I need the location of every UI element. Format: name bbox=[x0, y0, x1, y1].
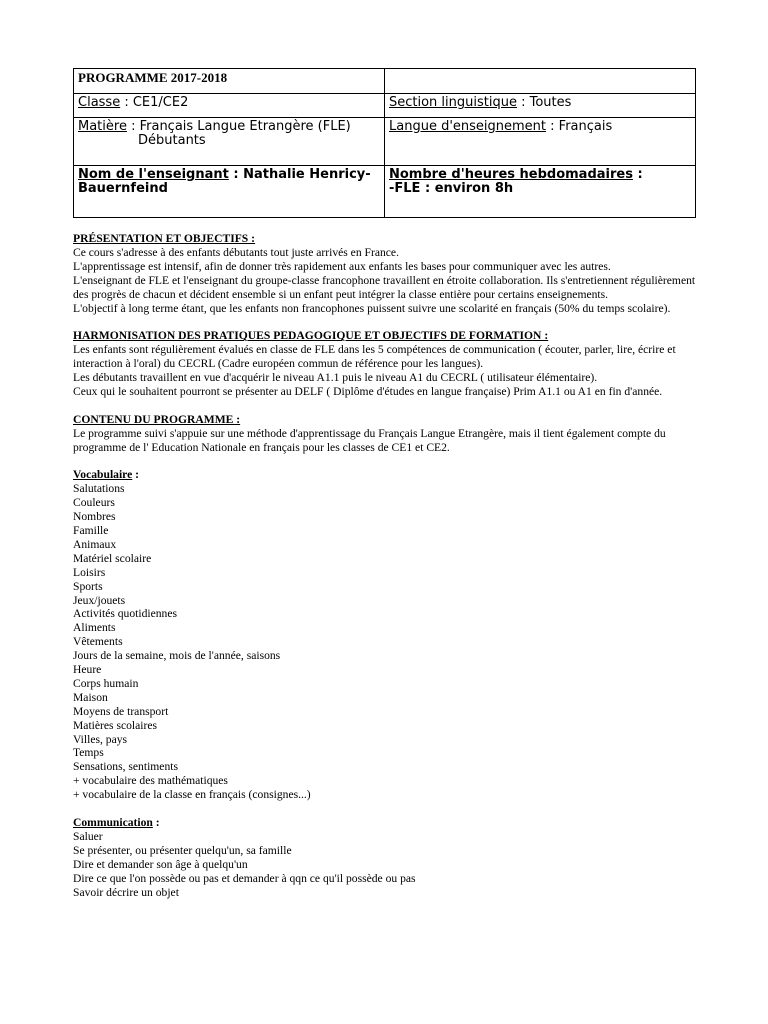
presentation-line: L'objectif à long terme étant, que les enfants non francophones puissent suivre une scolarité en français (50% du temps scolaire). bbox=[73, 301, 671, 315]
matiere-level: Débutants bbox=[138, 133, 206, 148]
matiere-label: Matière bbox=[78, 119, 127, 134]
section-label: Section linguistique bbox=[389, 95, 517, 110]
table-cell bbox=[385, 94, 696, 118]
table-cell bbox=[385, 118, 696, 166]
vocabulaire-item: Animaux bbox=[73, 537, 117, 551]
heures-value: -FLE : environ 8h bbox=[389, 181, 514, 196]
classe-value: : CE1/CE2 bbox=[120, 95, 189, 110]
vocabulaire-label: Vocabulaire bbox=[73, 468, 133, 482]
table-row bbox=[74, 94, 696, 118]
table-row bbox=[74, 69, 696, 94]
langue-value: : Français bbox=[546, 119, 613, 134]
vocabulaire-item: Maison bbox=[73, 690, 108, 704]
communication-item: Saluer bbox=[73, 829, 103, 843]
table-cell bbox=[385, 166, 696, 218]
vocabulaire-item: Loisirs bbox=[73, 565, 106, 579]
enseignant-label: Nom de l'enseignant bbox=[78, 167, 229, 182]
communication-label: Communication bbox=[73, 816, 153, 829]
presentation-heading: PRÉSENTATION ET OBJECTIFS : bbox=[73, 232, 256, 245]
harmonisation-heading: HARMONISATION DES PRATIQUES PEDAGOGIQUE ET OBJECTIFS DE FORMATION : bbox=[73, 329, 549, 343]
vocabulaire-item: Salutations bbox=[73, 482, 125, 496]
vocabulaire-item: Temps bbox=[73, 746, 104, 760]
communication-item: Dire et demander son âge à quelqu'un bbox=[73, 857, 248, 871]
table-cell bbox=[74, 69, 385, 94]
enseignant-value: : Nathalie Henricy-Bauernfeind bbox=[78, 167, 371, 196]
document-body bbox=[73, 232, 703, 899]
presentation-line: Ce cours s'adresse à des enfants débutants tout juste arrivés en France. bbox=[73, 245, 399, 259]
harmonisation-line: Les débutants travaillent en vue d'acquérir le niveau A1.1 puis le niveau A1 du CECRL ( utilisateur élémentaire). bbox=[73, 371, 598, 385]
vocabulaire-suffix: : bbox=[132, 468, 140, 482]
heures-colon: : bbox=[632, 167, 643, 182]
communication-suffix: : bbox=[152, 816, 160, 829]
vocabulaire-item: Moyens de transport bbox=[73, 704, 169, 718]
table-cell bbox=[74, 118, 385, 166]
contenu-heading: CONTENU DU PROGRAMME : bbox=[73, 412, 241, 426]
vocabulaire-item: Activités quotidiennes bbox=[73, 607, 178, 621]
communication-item: Dire ce que l'on possède ou pas et demander à qqn ce qu'il possède ou pas bbox=[73, 871, 416, 885]
vocabulaire-item: Vêtements bbox=[73, 635, 123, 649]
vocabulaire-item: Jeux/jouets bbox=[73, 593, 126, 607]
presentation-line: L'apprentissage est intensif, afin de donner très rapidement aux enfants les bases pour communiquer avec les autres. bbox=[73, 259, 611, 273]
communication-item: Se présenter, ou présenter quelqu'un, sa famille bbox=[73, 843, 292, 857]
communication-item: Savoir décrire un objet bbox=[73, 885, 179, 899]
table-row bbox=[74, 118, 696, 166]
table-cell bbox=[74, 166, 385, 218]
heures-label: Nombre d'heures hebdomadaires bbox=[389, 167, 633, 182]
vocabulaire-item: Sensations, sentiments bbox=[73, 760, 178, 774]
contenu-line: Le programme suivi s'appuie sur une méthode d'apprentissage du Français Langue Etrangère, mais il tient également compte du programme de l' Education Nationale en français pour les classes de CE1 et CE2. bbox=[73, 426, 666, 454]
vocabulaire-item: Corps humain bbox=[73, 676, 139, 690]
communication-heading bbox=[73, 816, 703, 830]
vocabulaire-item: Jours de la semaine, mois de l'année, saisons bbox=[73, 649, 281, 663]
classe-label: Classe bbox=[78, 95, 121, 110]
vocabulaire-item: Sports bbox=[73, 579, 103, 593]
vocabulaire-item: Matières scolaires bbox=[73, 718, 158, 732]
programme-year: PROGRAMME 2017-2018 bbox=[78, 70, 228, 85]
vocabulaire-item: Aliments bbox=[73, 621, 116, 635]
vocabulaire-item: Couleurs bbox=[73, 496, 115, 510]
harmonisation-line: Les enfants sont régulièrement évalués en classe de FLE dans les 5 compétences de communication ( écouter, parler, lire, écrire et interaction à l'oral) du CECRL (Cadre européen commun de référence pour les langues). bbox=[73, 343, 676, 371]
harmonisation-line: Ceux qui le souhaitent pourront se présenter au DELF ( Diplôme d'études en langue française) Prim A1.1 ou A1 en fin d'année. bbox=[73, 384, 663, 398]
langue-label: Langue d'enseignement bbox=[389, 119, 547, 134]
matiere-value: : Français Langue Etrangère (FLE) bbox=[126, 119, 351, 134]
vocabulaire-item: Nombres bbox=[73, 510, 116, 524]
vocabulaire-item: + vocabulaire de la classe en français (consignes...) bbox=[73, 788, 311, 802]
vocabulaire-item: + vocabulaire des mathématiques bbox=[73, 774, 228, 788]
table-cell bbox=[385, 69, 696, 94]
section-value: : Toutes bbox=[516, 95, 572, 110]
vocabulaire-item: Villes, pays bbox=[73, 732, 128, 746]
table-cell bbox=[74, 94, 385, 118]
vocabulaire-heading bbox=[73, 468, 703, 482]
presentation-line: L'enseignant de FLE et l'enseignant du groupe-classe francophone travaillent en étroite collaboration. Ils s'entretiennent régulièrement des progrès de chacun et décident ensemble si un enfant peut intégrer la classe entière pour certains enseignements. bbox=[73, 273, 696, 301]
vocabulaire-item: Matériel scolaire bbox=[73, 551, 152, 565]
table-row bbox=[74, 166, 696, 218]
vocabulaire-item: Famille bbox=[73, 523, 109, 537]
info-table bbox=[73, 68, 696, 218]
vocabulaire-item: Heure bbox=[73, 663, 102, 677]
